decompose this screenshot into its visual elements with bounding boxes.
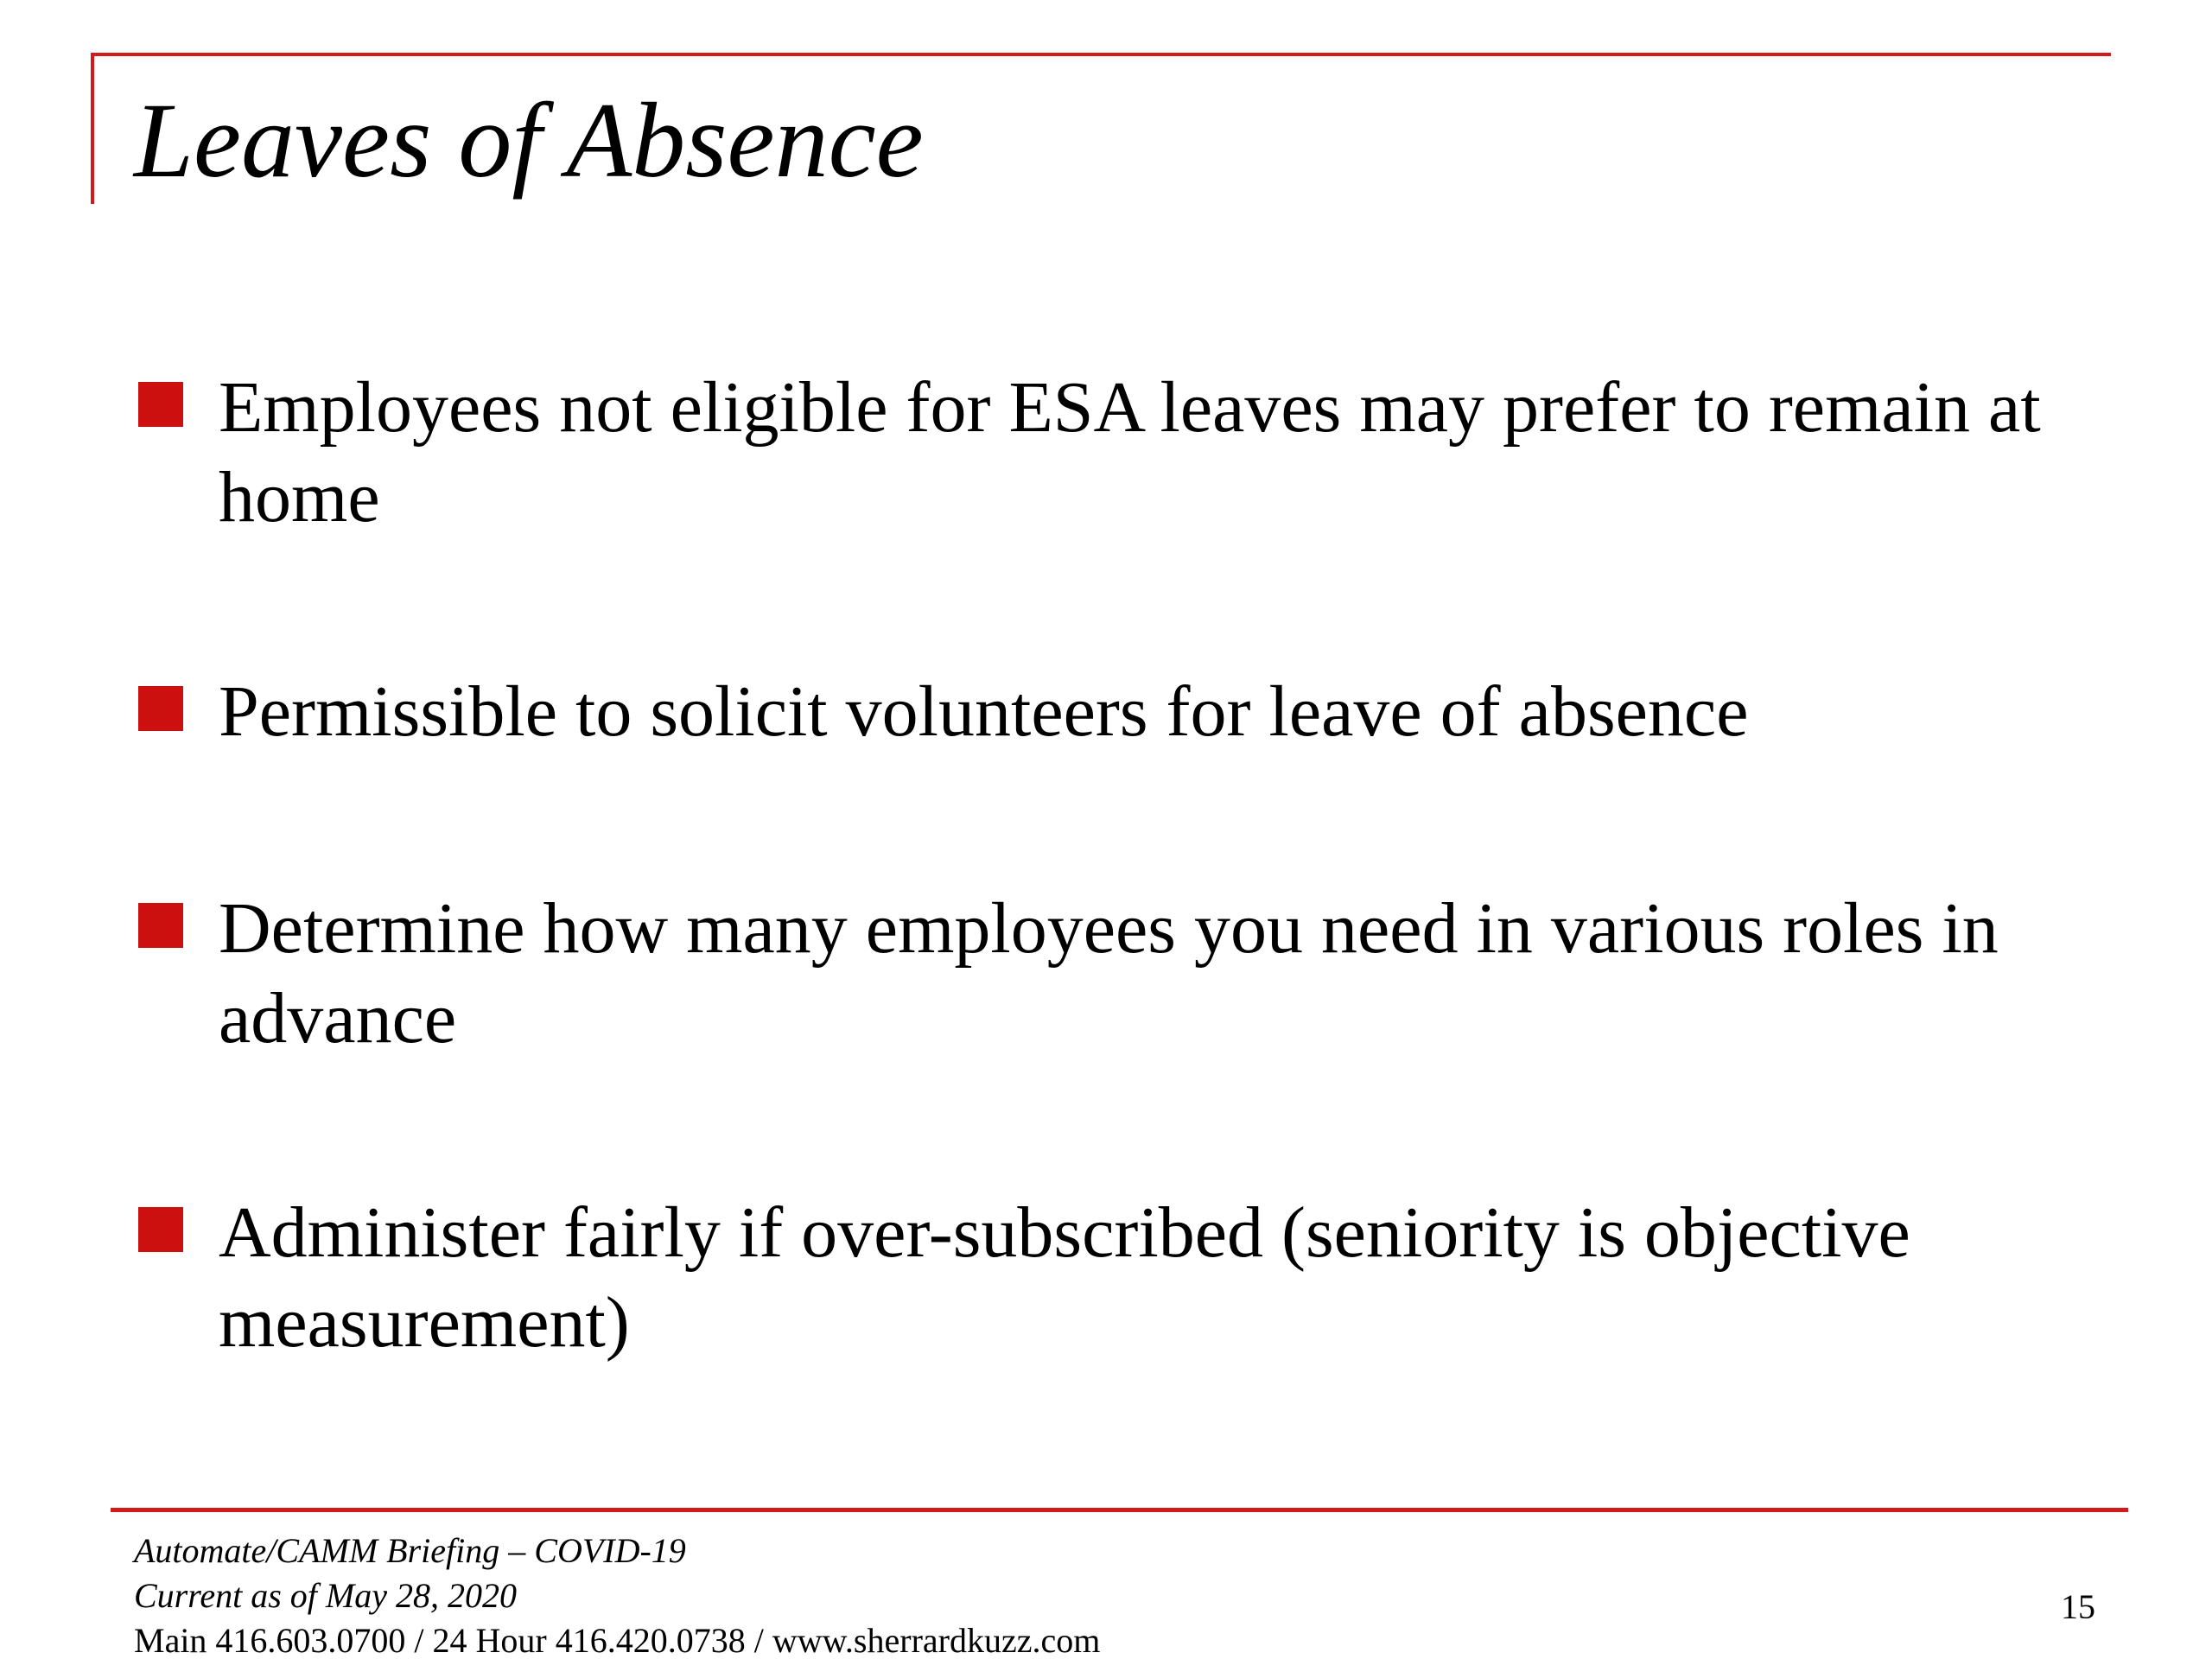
page-number: 15 (2061, 1587, 2095, 1626)
bullet-text: Administer fairly if over-subscribed (seniority is objective measurement) (219, 1192, 1910, 1363)
square-bullet-icon (138, 1207, 183, 1252)
bullet-text: Permissible to solicit volunteers for leave of absence (219, 671, 1749, 752)
footer-rule (111, 1508, 2128, 1512)
bullet-text: Employees not eligible for ESA leaves may prefer to remain at home (219, 367, 2041, 537)
footer-contact: Main 416.603.0700 / 24 Hour 416.420.0738 / www.sherrardkuzz.com (134, 1621, 1101, 1659)
square-bullet-icon (138, 382, 183, 427)
slide-title: Leaves of Absence (134, 81, 924, 200)
square-bullet-icon (138, 686, 183, 731)
bullet-text: Determine how many employees you need in various roles in advance (219, 888, 1999, 1058)
square-bullet-icon (138, 903, 183, 948)
footer-briefing-title: Automate/CAMM Briefing – COVID-19 (134, 1531, 686, 1570)
footer-date: Current as of May 28, 2020 (134, 1576, 517, 1615)
